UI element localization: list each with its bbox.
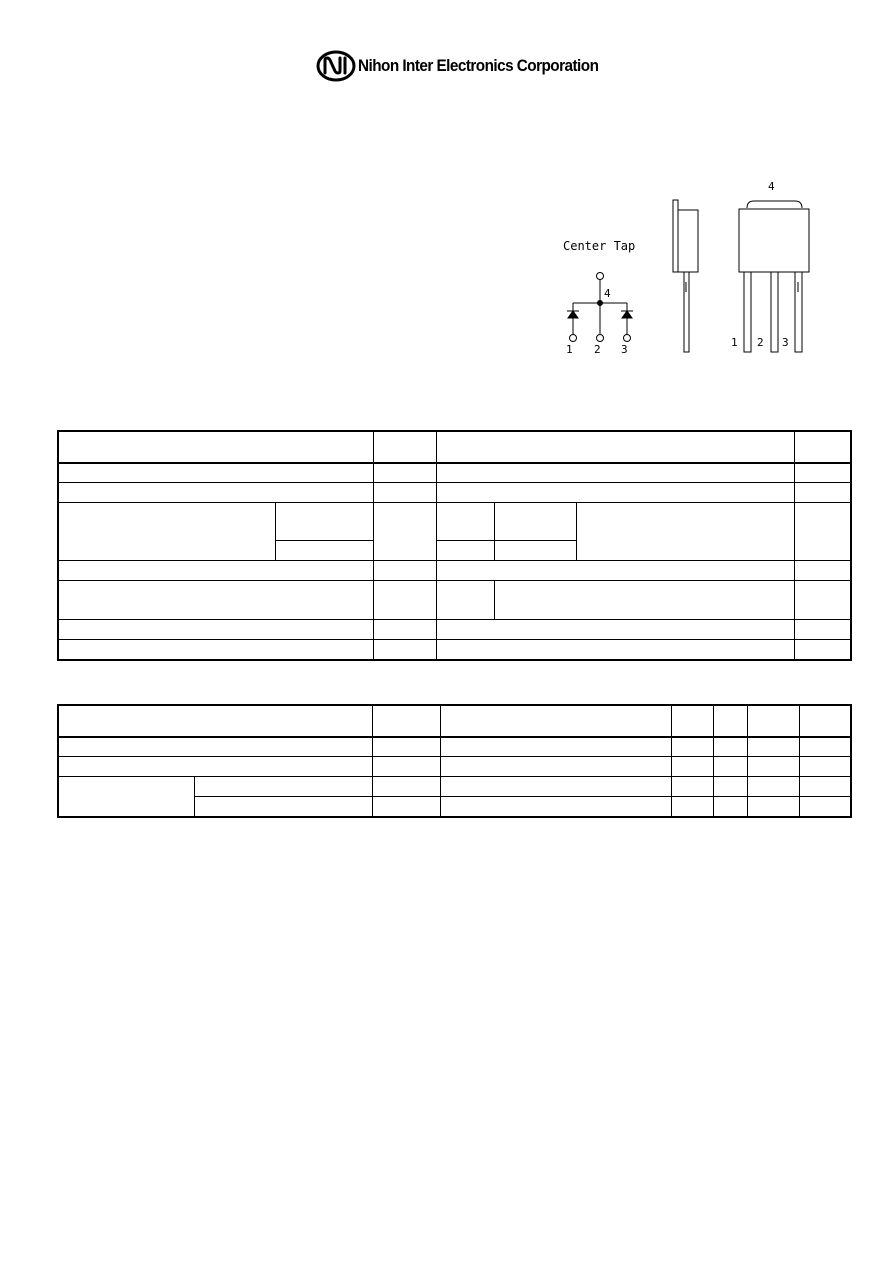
table-row [59,483,851,503]
package-pin-1-label: 1 [731,336,738,349]
center-tap-label: Center Tap [563,239,636,253]
electrical-header-typ [714,706,748,737]
electrical-header-conditions [441,706,672,737]
table-row [59,777,851,797]
schematic-pin-4-label: 4 [604,287,611,300]
company-name: Nihon Inter Electronics Corporation [358,56,599,75]
table-row [59,581,851,620]
package-front-view [739,201,809,352]
schematic-pin-2-label: 2 [594,343,601,356]
ratings-header-row [59,432,851,463]
ratings-header-unit [795,432,851,463]
table-row [59,640,851,660]
package-pin-2-label: 2 [757,336,764,349]
table-row [59,503,851,541]
ratings-header-symbol [374,432,437,463]
table-row [59,737,851,757]
nihon-inter-logo-icon [316,50,356,82]
company-logo [316,50,625,82]
electrical-header-item [59,706,373,737]
ratings-table [58,431,851,660]
schematic-pin-1-label: 1 [566,343,573,356]
electrical-header-max [748,706,800,737]
ratings-header-item [59,432,374,463]
ratings-header-conditions [437,432,795,463]
electrical-characteristics-table [58,705,851,817]
electrical-header-min [672,706,714,737]
package-diagram [540,170,870,370]
electrical-header-row [59,706,851,737]
package-side-view [673,200,698,352]
table-row [59,620,851,640]
table-row [59,561,851,581]
electrical-header-symbol [373,706,441,737]
schematic-pin-3-label: 3 [621,343,628,356]
table-row [59,463,851,483]
table-row [59,757,851,777]
package-pin-4-label: 4 [768,180,775,193]
center-tap-schematic [567,273,633,342]
electrical-header-unit [800,706,851,737]
package-pin-3-label: 3 [782,336,789,349]
